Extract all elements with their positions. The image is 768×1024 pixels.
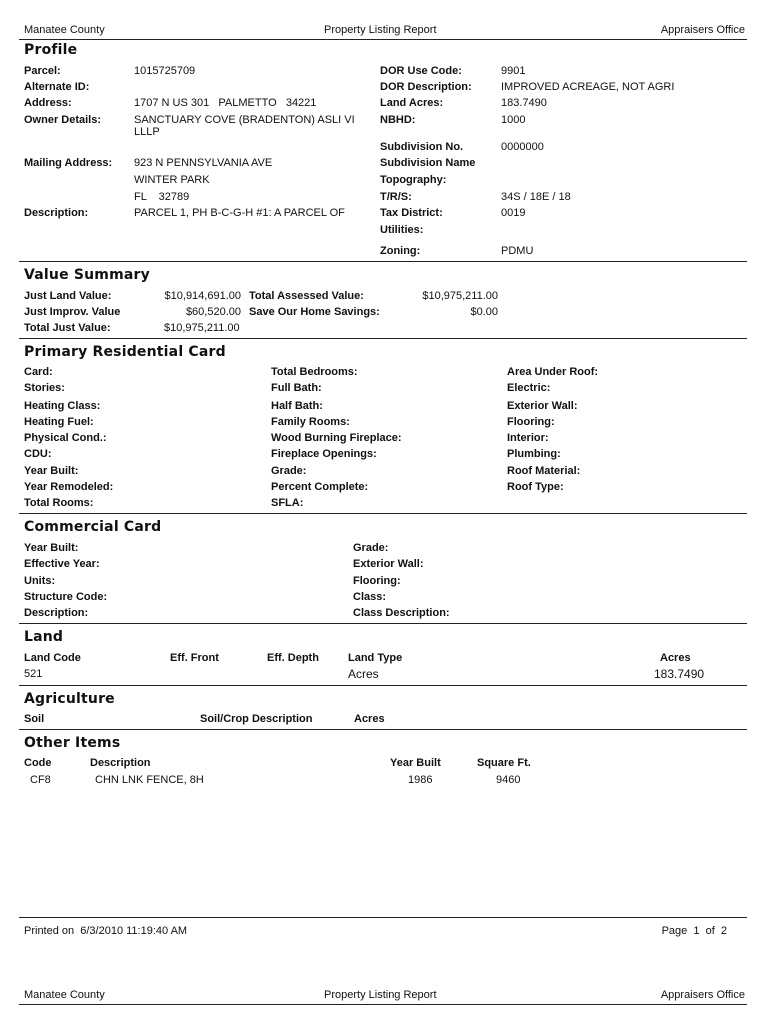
res-heating-class-label: Heating Class: — [24, 400, 101, 412]
just-land-value-label: Just Land Value: — [24, 290, 112, 302]
res-stories-label: Stories: — [24, 382, 65, 394]
com-grade-label: Grade: — [353, 542, 389, 554]
residential-card-heading: Primary Residential Card — [24, 344, 226, 360]
com-units-label: Units: — [24, 575, 56, 587]
other-description-header: Description — [90, 757, 151, 769]
res-heating-fuel-label: Heating Fuel: — [24, 416, 94, 428]
divider — [19, 338, 747, 339]
com-effective-year-label: Effective Year: — [24, 558, 100, 570]
page-number: Page 1 of 2 — [661, 925, 727, 937]
total-assessed-value: $10,975,211.00 — [422, 290, 498, 302]
land-code-value: 521 — [24, 668, 43, 680]
soil-header: Soil — [24, 713, 45, 725]
com-flooring-label: Flooring: — [353, 575, 401, 587]
page2-header-report-title: Property Listing Report — [324, 989, 437, 1001]
commercial-card-heading: Commercial Card — [24, 519, 162, 535]
res-total-rooms-label: Total Rooms: — [24, 497, 94, 509]
total-just-value: $10,975,211.00 — [164, 322, 240, 334]
other-items-heading: Other Items — [24, 735, 121, 751]
parcel-value: 1015725709 — [134, 65, 196, 77]
dor-use-code-label: DOR Use Code: — [380, 65, 462, 77]
divider — [19, 685, 747, 686]
trs-label: T/R/S: — [380, 191, 412, 203]
com-class-label: Class: — [353, 591, 387, 603]
other-description-value: CHN LNK FENCE, 8H — [95, 774, 204, 786]
owner-details-value: SANCTUARY COVE (BRADENTON) ASLI VI — [134, 114, 355, 126]
other-square-ft-header: Square Ft. — [477, 757, 531, 769]
trs-value: 34S / 18E / 18 — [501, 191, 571, 203]
owner-details-label: Owner Details: — [24, 114, 102, 126]
land-acres-value: 183.7490 — [654, 667, 705, 681]
subdivision-no-label: Subdivision No. — [380, 141, 464, 153]
dor-description-label: DOR Description: — [380, 81, 472, 93]
other-square-ft-value: 9460 — [496, 774, 521, 786]
res-exterior-wall-label: Exterior Wall: — [507, 400, 578, 412]
land-acres-header: Acres — [660, 652, 691, 664]
utilities-label: Utilities: — [380, 224, 424, 236]
divider — [19, 39, 747, 40]
other-year-built-header: Year Built — [390, 757, 441, 769]
tax-district-value: 0019 — [501, 207, 526, 219]
land-heading: Land — [24, 629, 64, 645]
page2-header-office: Appraisers Office — [660, 989, 745, 1001]
just-improv-value: $60,520.00 — [185, 306, 241, 318]
agriculture-heading: Agriculture — [24, 691, 115, 707]
subdivision-no-value: 0000000 — [501, 141, 544, 153]
res-interior-label: Interior: — [507, 432, 549, 444]
page2-header-county: Manatee County — [24, 989, 105, 1001]
com-class-description-label: Class Description: — [353, 607, 450, 619]
mailing-address-line2: WINTER PARK — [134, 174, 210, 186]
res-roof-material-label: Roof Material: — [507, 465, 581, 477]
res-plumbing-label: Plumbing: — [507, 448, 561, 460]
zoning-label: Zoning: — [380, 245, 421, 257]
owner-details-value-line2: LLLP — [134, 126, 160, 138]
res-area-under-roof-label: Area Under Roof: — [507, 366, 599, 378]
divider — [19, 729, 747, 730]
res-half-bath-label: Half Bath: — [271, 400, 323, 412]
tax-district-label: Tax District: — [380, 207, 443, 219]
mailing-address-line1: 923 N PENNSYLVANIA AVE — [134, 157, 273, 169]
res-family-rooms-label: Family Rooms: — [271, 416, 350, 428]
mailing-address-line3: FL 32789 — [134, 191, 190, 203]
eff-depth-header: Eff. Depth — [267, 652, 319, 664]
value-summary-heading: Value Summary — [24, 267, 150, 283]
dor-description-value: IMPROVED ACREAGE, NOT AGRI — [501, 81, 675, 93]
res-year-remodeled-label: Year Remodeled: — [24, 481, 114, 493]
res-flooring-label: Flooring: — [507, 416, 555, 428]
save-our-home-savings-label: Save Our Home Savings: — [249, 306, 380, 318]
res-percent-complete-label: Percent Complete: — [271, 481, 369, 493]
header-report-title: Property Listing Report — [324, 24, 437, 36]
land-acres-value: 183.7490 — [501, 97, 547, 109]
res-full-bath-label: Full Bath: — [271, 382, 322, 394]
header-office: Appraisers Office — [660, 24, 745, 36]
land-type-header: Land Type — [348, 652, 403, 664]
mailing-address-label: Mailing Address: — [24, 157, 113, 169]
res-sfla-label: SFLA: — [271, 497, 304, 509]
res-wood-burning-fireplace-label: Wood Burning Fireplace: — [271, 432, 402, 444]
alternate-id-label: Alternate ID: — [24, 81, 90, 93]
profile-heading: Profile — [24, 42, 78, 58]
divider — [19, 261, 747, 262]
res-electric-label: Electric: — [507, 382, 551, 394]
com-description-label: Description: — [24, 607, 89, 619]
printed-on: Printed on 6/3/2010 11:19:40 AM — [24, 925, 188, 937]
other-code-value: CF8 — [30, 774, 51, 786]
address-value: 1707 N US 301 PALMETTO 34221 — [134, 97, 317, 109]
land-acres-label: Land Acres: — [380, 97, 444, 109]
soil-crop-description-header: Soil/Crop Description — [200, 713, 313, 725]
agriculture-acres-header: Acres — [354, 713, 385, 725]
land-code-header: Land Code — [24, 652, 81, 664]
res-year-built-label: Year Built: — [24, 465, 79, 477]
res-roof-type-label: Roof Type: — [507, 481, 564, 493]
res-card-label: Card: — [24, 366, 53, 378]
just-land-value: $10,914,691.00 — [164, 290, 241, 302]
description-value: PARCEL 1, PH B-C-G-H #1: A PARCEL OF — [134, 207, 345, 219]
dor-use-code-value: 9901 — [501, 65, 526, 77]
header-county: Manatee County — [24, 24, 105, 36]
parcel-label: Parcel: — [24, 65, 61, 77]
res-cdu-label: CDU: — [24, 448, 52, 460]
address-label: Address: — [24, 97, 72, 109]
divider — [19, 623, 747, 624]
land-type-value: Acres — [348, 667, 379, 681]
divider — [19, 513, 747, 514]
other-year-built-value: 1986 — [408, 774, 433, 786]
topography-label: Topography: — [380, 174, 447, 186]
res-grade-label: Grade: — [271, 465, 307, 477]
res-physical-cond-label: Physical Cond.: — [24, 432, 107, 444]
divider — [19, 1004, 747, 1005]
nbhd-value: 1000 — [501, 114, 526, 126]
zoning-value: PDMU — [501, 245, 534, 257]
res-total-bedrooms-label: Total Bedrooms: — [271, 366, 358, 378]
total-assessed-value-label: Total Assessed Value: — [249, 290, 364, 302]
other-code-header: Code — [24, 757, 52, 769]
subdivision-name-label: Subdivision Name — [380, 157, 476, 169]
com-exterior-wall-label: Exterior Wall: — [353, 558, 424, 570]
save-our-home-savings-value: $0.00 — [470, 306, 498, 318]
nbhd-label: NBHD: — [380, 114, 416, 126]
description-label: Description: — [24, 207, 89, 219]
footer-divider — [19, 917, 747, 918]
just-improv-value-label: Just Improv. Value — [24, 306, 121, 318]
com-year-built-label: Year Built: — [24, 542, 79, 554]
total-just-value-label: Total Just Value: — [24, 322, 111, 334]
eff-front-header: Eff. Front — [170, 652, 219, 664]
res-fireplace-openings-label: Fireplace Openings: — [271, 448, 377, 460]
com-structure-code-label: Structure Code: — [24, 591, 108, 603]
